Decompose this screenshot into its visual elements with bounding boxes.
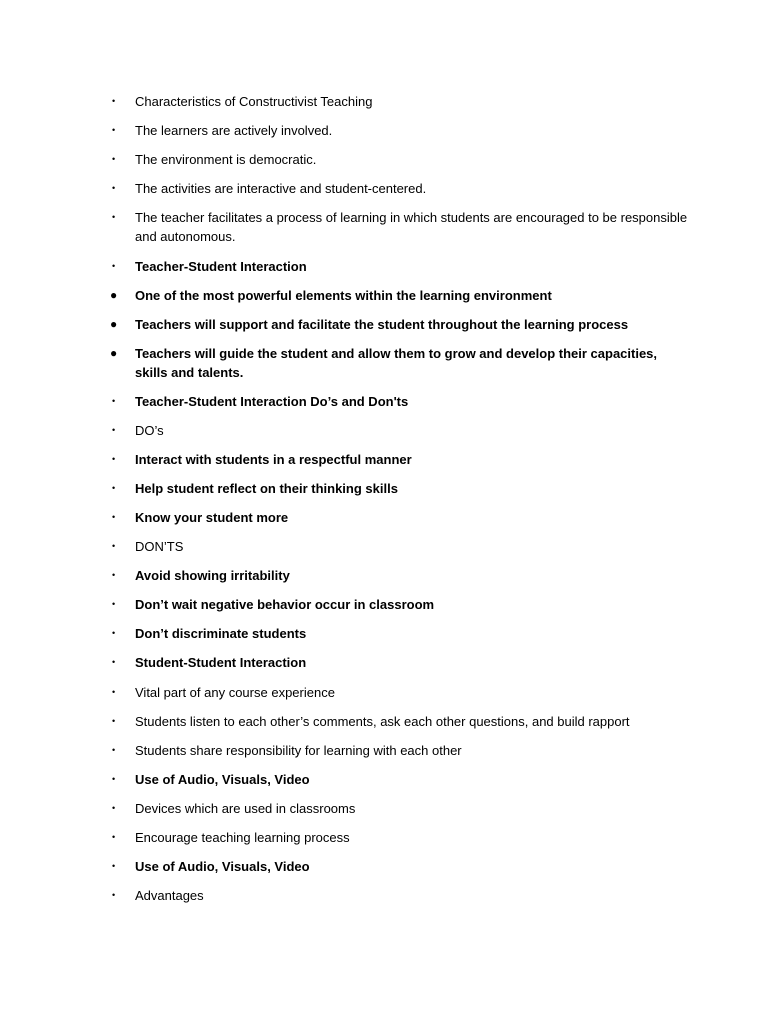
list-item bbox=[108, 179, 688, 198]
bullet-icon: • bbox=[112, 212, 116, 222]
list-item-text: DO’s bbox=[135, 423, 164, 438]
list-item-text: Teachers will support and facilitate the student throughout the learning process bbox=[135, 317, 629, 332]
bullet-icon: • bbox=[112, 570, 116, 580]
bullet-icon: ● bbox=[110, 346, 118, 360]
list-item bbox=[108, 208, 688, 246]
list-item-text: The learners are actively involved. bbox=[135, 123, 333, 138]
list-item-text: Vital part of any course experience bbox=[135, 685, 335, 700]
list-item bbox=[108, 508, 688, 527]
bullet-icon: • bbox=[112, 261, 116, 271]
list-item bbox=[108, 770, 688, 789]
bullet-icon: ● bbox=[110, 317, 118, 331]
list-item-text: The teacher facilitates a process of learning in which students are encouraged to be responsible and autonomous. bbox=[135, 210, 688, 244]
list-item-text: Avoid showing irritability bbox=[135, 568, 290, 583]
list-item bbox=[108, 92, 688, 111]
list-item-text: Students listen to each other’s comments, ask each other questions, and build rapport bbox=[135, 714, 630, 729]
list-item bbox=[108, 121, 688, 140]
list-item-text: DON’TS bbox=[135, 539, 184, 554]
list-item-text: Know your student more bbox=[135, 510, 289, 525]
bullet-icon: • bbox=[112, 96, 116, 106]
bullet-icon: • bbox=[112, 125, 116, 135]
bullet-icon: • bbox=[112, 512, 116, 522]
list-item bbox=[108, 479, 688, 498]
list-item-text: The environment is democratic. bbox=[135, 152, 317, 167]
list-item bbox=[108, 257, 688, 276]
list-item bbox=[108, 741, 688, 760]
bullet-icon: • bbox=[112, 183, 116, 193]
list-item-text: Encourage teaching learning process bbox=[135, 830, 350, 845]
list-item-text: Use of Audio, Visuals, Video bbox=[135, 772, 310, 787]
list-item bbox=[108, 712, 688, 731]
list-item bbox=[108, 624, 688, 643]
list-item-text: Devices which are used in classrooms bbox=[135, 801, 356, 816]
list-item bbox=[108, 566, 688, 585]
list-item bbox=[108, 799, 688, 818]
bullet-icon: • bbox=[112, 628, 116, 638]
list-item-text: Use of Audio, Visuals, Video bbox=[135, 859, 310, 874]
bullet-icon: • bbox=[112, 716, 116, 726]
bullet-icon: • bbox=[112, 396, 116, 406]
bullet-icon: • bbox=[112, 657, 116, 667]
list-item-text: Student-Student Interaction bbox=[135, 655, 307, 670]
list-item bbox=[108, 595, 688, 614]
list-item bbox=[108, 286, 688, 305]
bullet-icon: • bbox=[112, 483, 116, 493]
list-item-text: Teachers will guide the student and allow them to grow and develop their capacities, skills and talents. bbox=[135, 346, 658, 380]
list-item-text: Don’t discriminate students bbox=[135, 626, 307, 641]
list-item-text: One of the most powerful elements within the learning environment bbox=[135, 288, 552, 303]
bullet-icon: • bbox=[112, 745, 116, 755]
list-item-text: Help student reflect on their thinking skills bbox=[135, 481, 398, 496]
bullet-icon: • bbox=[112, 890, 116, 900]
bullet-icon: • bbox=[112, 425, 116, 435]
list-item bbox=[108, 315, 688, 334]
list-item-text: Don’t wait negative behavior occur in classroom bbox=[135, 597, 435, 612]
list-item bbox=[108, 344, 688, 382]
list-item-text: Students share responsibility for learning with each other bbox=[135, 743, 462, 758]
bullet-icon: • bbox=[112, 454, 116, 464]
list-item-text: Teacher-Student Interaction Do’s and Don'ts bbox=[135, 394, 409, 409]
list-item-text: The activities are interactive and student-centered. bbox=[135, 181, 427, 196]
list-item bbox=[108, 537, 688, 556]
list-item-text: Teacher-Student Interaction bbox=[135, 259, 307, 274]
bullet-icon: • bbox=[112, 687, 116, 697]
list-item bbox=[108, 392, 688, 411]
list-item bbox=[108, 653, 688, 672]
list-item bbox=[108, 857, 688, 876]
bullet-icon: • bbox=[112, 774, 116, 784]
bullet-icon: ● bbox=[110, 288, 118, 302]
bullet-icon: • bbox=[112, 154, 116, 164]
list-item-text: Characteristics of Constructivist Teaching bbox=[135, 94, 373, 109]
bullet-icon: • bbox=[112, 541, 116, 551]
list-item bbox=[108, 150, 688, 169]
bullet-icon: • bbox=[112, 832, 116, 842]
bullet-icon: • bbox=[112, 861, 116, 871]
list-item bbox=[108, 886, 688, 905]
list-item bbox=[108, 683, 688, 702]
list-item bbox=[108, 828, 688, 847]
bullet-icon: • bbox=[112, 803, 116, 813]
list-item bbox=[108, 421, 688, 440]
bullet-icon: • bbox=[112, 599, 116, 609]
list-item-text: Interact with students in a respectful manner bbox=[135, 452, 412, 467]
list-item bbox=[108, 450, 688, 469]
list-item-text: Advantages bbox=[135, 888, 204, 903]
